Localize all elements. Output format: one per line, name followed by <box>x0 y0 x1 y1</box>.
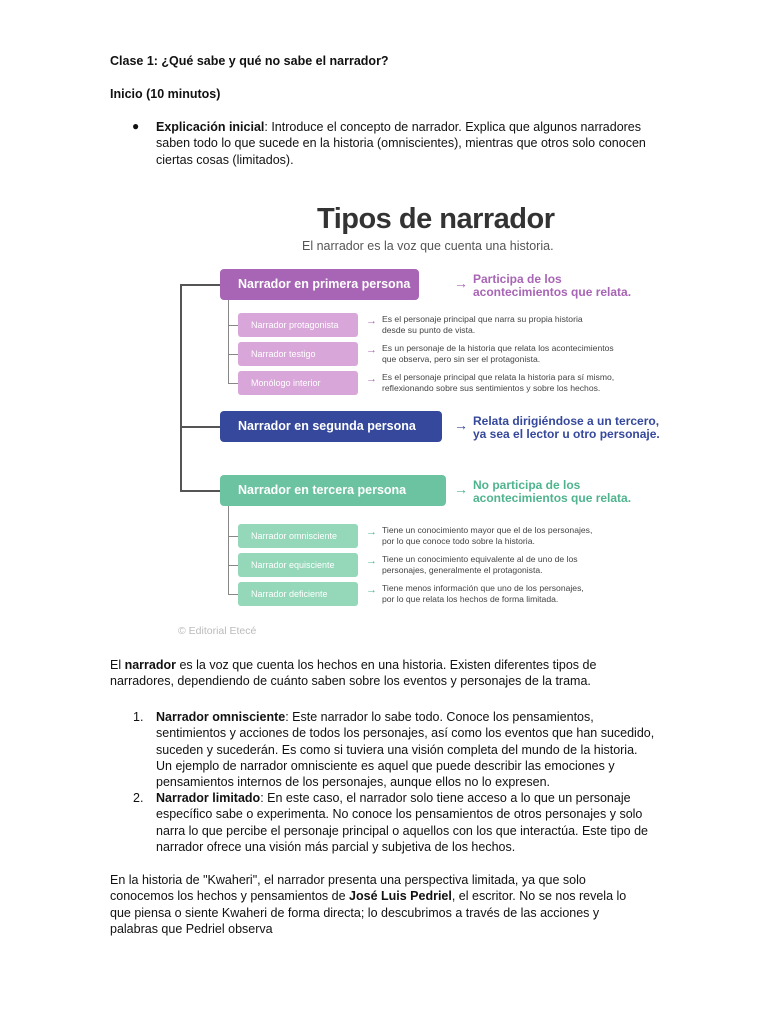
arrow-icon: → <box>366 373 377 385</box>
first-person-box: Narrador en primera persona <box>220 269 419 300</box>
second-person-description: Relata dirigiéndose a un tercero, ya sea el lector u otro personaje. <box>473 414 660 441</box>
sub-branch-line <box>228 536 238 537</box>
list-item-label: Narrador omnisciente <box>156 710 286 724</box>
diagram-subtitle: El narrador es la voz que cuenta una historia. <box>302 239 554 253</box>
list-number: 1. <box>133 710 144 724</box>
list-item: Narrador omnisciente: Este narrador lo sabe todo. Conoce los pensamientos, sentimientos y acciones de todos los personajes, así como los eventos que han sucedido, suceden y sucederán. Es como si tuviera una visión completa del mundo de la historia. Un ejemplo de narrador omnisciente es aquel que puede describir las emociones y pensamientos internos de los personajes, aunque ellos no lo expresen. <box>156 710 655 790</box>
tree-trunk-line <box>180 284 182 491</box>
subtype-equisciente: Narrador equisciente <box>238 553 358 577</box>
sub-branch-line <box>228 383 238 384</box>
arrow-icon: → <box>366 555 377 567</box>
bold-term: narrador <box>124 658 176 672</box>
arrow-icon: → <box>454 275 468 291</box>
closing-paragraph: En la historia de "Kwaheri", el narrador presenta una perspectiva limitada, ya que solo conocemos los hechos y pensamientos de José Luis Pedriel, el escritor. No se nos revela lo que piensa o siente Kwaheri de forma directa; lo descubrimos a través de las acciones y palabras que Pedriel observa <box>110 873 627 936</box>
section-heading: Inicio (10 minutos) <box>110 87 221 101</box>
arrow-icon: → <box>454 417 468 433</box>
diagram-title: Tipos de narrador <box>317 203 555 235</box>
list-number: 2. <box>133 791 144 805</box>
arrow-icon: → <box>366 584 377 596</box>
sub-trunk-line <box>228 300 229 384</box>
subtype-monologo: Monólogo interior <box>238 371 358 395</box>
third-person-box: Narrador en tercera persona <box>220 475 446 506</box>
tree-branch-line <box>180 426 220 428</box>
arrow-icon: → <box>454 481 468 497</box>
bullet-item <box>156 119 656 168</box>
third-person-description: No participa de los acontecimientos que relata. <box>473 478 632 505</box>
subtype-testigo: Narrador testigo <box>238 342 358 366</box>
subtype-monologo-description: Es el personaje principal que relata la historia para sí mismo, reflexionando sobre sus sentimientos y sobre los hechos. <box>382 372 615 393</box>
subtype-testigo-description: Es un personaje de la historia que relata los acontecimientos que observa, pero sin ser el protagonista. <box>382 343 614 364</box>
sub-branch-line <box>228 594 238 595</box>
sub-trunk-line <box>228 506 229 595</box>
subtype-deficiente-description: Tiene menos información que uno de los personajes, por lo que relata los hechos de forma limitada. <box>382 583 584 604</box>
bold-name: José Luis Pedriel <box>349 889 452 904</box>
subtype-deficiente: Narrador deficiente <box>238 582 358 606</box>
subtype-protagonista-description: Es el personaje principal que narra su propia historia desde su punto de vista. <box>382 314 583 335</box>
bullet-body: : Introduce el concepto de narrador. Explica que algunos narradores saben todo lo que sucede en la historia (omniscientes), mientras que otros solo conocen ciertas cosas (limitados). <box>156 120 646 167</box>
arrow-icon: → <box>366 526 377 538</box>
page-title: Clase 1: ¿Qué sabe y qué no sabe el narrador? <box>110 54 389 68</box>
second-person-box: Narrador en segunda persona <box>220 411 442 442</box>
image-credit: © Editorial Etecé <box>178 625 257 637</box>
sub-branch-line <box>228 565 238 566</box>
tree-branch-line <box>180 284 220 286</box>
intro-paragraph: El narrador es la voz que cuenta los hechos en una historia. Existen diferentes tipos de narradores, dependiendo de cuánto saben sobre los eventos y personajes de la trama. <box>110 658 597 689</box>
arrow-icon: → <box>366 315 377 327</box>
list-item-label: Narrador limitado <box>156 791 261 805</box>
subtype-omnisciente: Narrador omnisciente <box>238 524 358 548</box>
list-item: Narrador limitado: En este caso, el narrador solo tiene acceso a lo que un personaje específico sabe o experimenta. No conoce los pensamientos de otros personajes y solo narra lo que percibe el personaje principal o aquellos con los que interactúa. Este tipo de narrador ofrece una visión más parcial y subjetiva de los hechos. <box>156 791 648 854</box>
arrow-icon: → <box>366 344 377 356</box>
sub-branch-line <box>228 325 238 326</box>
first-person-description: Participa de los acontecimientos que relata. <box>473 272 632 299</box>
tree-branch-line <box>180 490 220 492</box>
subtype-equisciente-description: Tiene un conocimiento equivalente al de uno de los personajes, generalmente el protagonista. <box>382 554 578 575</box>
bullet-icon: ● <box>132 119 140 133</box>
sub-branch-line <box>228 354 238 355</box>
narrator-types-diagram <box>170 195 690 645</box>
bullet-label: Explicación inicial <box>156 120 265 134</box>
subtype-omnisciente-description: Tiene un conocimiento mayor que el de los personajes, por lo que conoce todo sobre la historia. <box>382 525 593 546</box>
subtype-protagonista: Narrador protagonista <box>238 313 358 337</box>
